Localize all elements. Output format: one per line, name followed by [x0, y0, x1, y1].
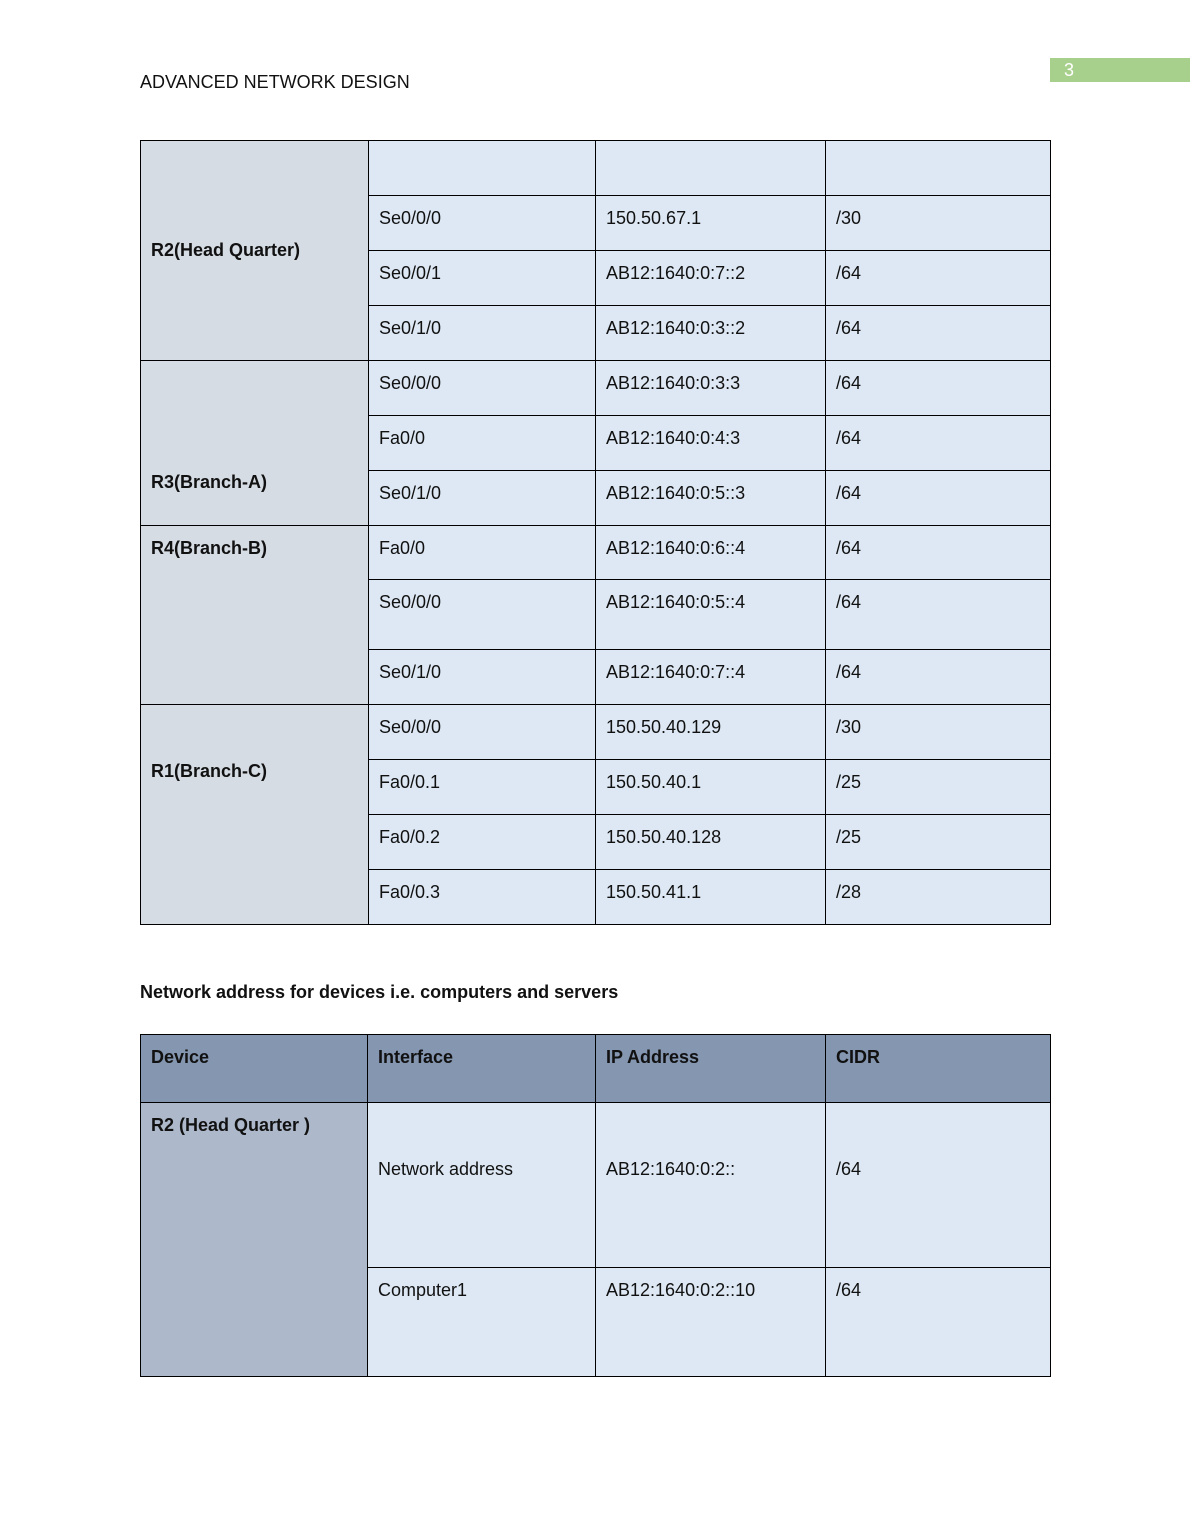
interface-cell: Fa0/0.1: [369, 760, 596, 815]
header-device: Device: [141, 1035, 368, 1103]
device-cell: R3(Branch-A): [141, 361, 369, 526]
ip-cell: 150.50.67.1: [596, 196, 826, 251]
table-header-row: [141, 1035, 1051, 1103]
cidr-cell: /25: [826, 760, 1051, 815]
interface-cell: Fa0/0: [369, 416, 596, 471]
device-address-table: [140, 1034, 1051, 1377]
cidr-cell: /64: [826, 650, 1051, 705]
cidr-cell: /64: [826, 251, 1051, 306]
ip-cell: 150.50.40.128: [596, 815, 826, 870]
table-row: [141, 141, 1051, 196]
interface-cell: Se0/0/0: [369, 361, 596, 416]
header-interface: Interface: [368, 1035, 596, 1103]
interface-cell: Se0/0/0: [369, 580, 596, 650]
ip-cell: AB12:1640:0:2::10: [596, 1268, 826, 1377]
interface-cell: Se0/1/0: [369, 471, 596, 526]
router-interface-table: [140, 140, 1051, 925]
interface-cell: Fa0/0.2: [369, 815, 596, 870]
ip-cell: AB12:1640:0:6::4: [596, 526, 826, 580]
device-cell: R2(Head Quarter): [141, 141, 369, 361]
section-caption: Network address for devices i.e. computers and servers: [140, 982, 619, 1002]
table-row: [141, 705, 1051, 760]
interface-cell: [369, 141, 596, 196]
interface-cell: Se0/0/1: [369, 251, 596, 306]
cidr-cell: /30: [826, 196, 1051, 251]
ip-cell: 150.50.40.129: [596, 705, 826, 760]
page-number: 3: [1050, 58, 1190, 82]
interface-cell: Fa0/0: [369, 526, 596, 580]
cidr-cell: /64: [826, 526, 1051, 580]
interface-cell: Se0/1/0: [369, 306, 596, 361]
interface-cell: Se0/1/0: [369, 650, 596, 705]
interface-cell: Computer1: [368, 1268, 596, 1377]
device-cell: R4(Branch-B): [141, 526, 369, 705]
ip-cell: AB12:1640:0:4:3: [596, 416, 826, 471]
table-row: [141, 1103, 1051, 1268]
ip-cell: AB12:1640:0:7::4: [596, 650, 826, 705]
ip-cell: AB12:1640:0:2::: [596, 1103, 826, 1268]
cidr-cell: [826, 141, 1051, 196]
table-row: [141, 361, 1051, 416]
cidr-cell: /64: [826, 580, 1051, 650]
interface-cell: Se0/0/0: [369, 196, 596, 251]
ip-cell: 150.50.41.1: [596, 870, 826, 925]
cidr-cell: /30: [826, 705, 1051, 760]
ip-cell: AB12:1640:0:3:3: [596, 361, 826, 416]
interface-cell: Se0/0/0: [369, 705, 596, 760]
ip-cell: AB12:1640:0:3::2: [596, 306, 826, 361]
ip-cell: [596, 141, 826, 196]
interface-cell: Network address: [368, 1103, 596, 1268]
header-cidr: CIDR: [826, 1035, 1051, 1103]
interface-cell: Fa0/0.3: [369, 870, 596, 925]
cidr-cell: /25: [826, 815, 1051, 870]
ip-cell: 150.50.40.1: [596, 760, 826, 815]
cidr-cell: /64: [826, 416, 1051, 471]
cidr-cell: /64: [826, 361, 1051, 416]
cidr-cell: /64: [826, 471, 1051, 526]
cidr-cell: /28: [826, 870, 1051, 925]
cidr-cell: /64: [826, 1103, 1051, 1268]
ip-cell: AB12:1640:0:5::4: [596, 580, 826, 650]
ip-cell: AB12:1640:0:7::2: [596, 251, 826, 306]
running-header: ADVANCED NETWORK DESIGN: [140, 72, 410, 92]
cidr-cell: /64: [826, 306, 1051, 361]
cidr-cell: /64: [826, 1268, 1051, 1377]
header-ip-address: IP Address: [596, 1035, 826, 1103]
ip-cell: AB12:1640:0:5::3: [596, 471, 826, 526]
device-cell: R1(Branch-C): [141, 705, 369, 925]
device-cell: R2 (Head Quarter ): [141, 1103, 368, 1377]
table-row: [141, 526, 1051, 580]
